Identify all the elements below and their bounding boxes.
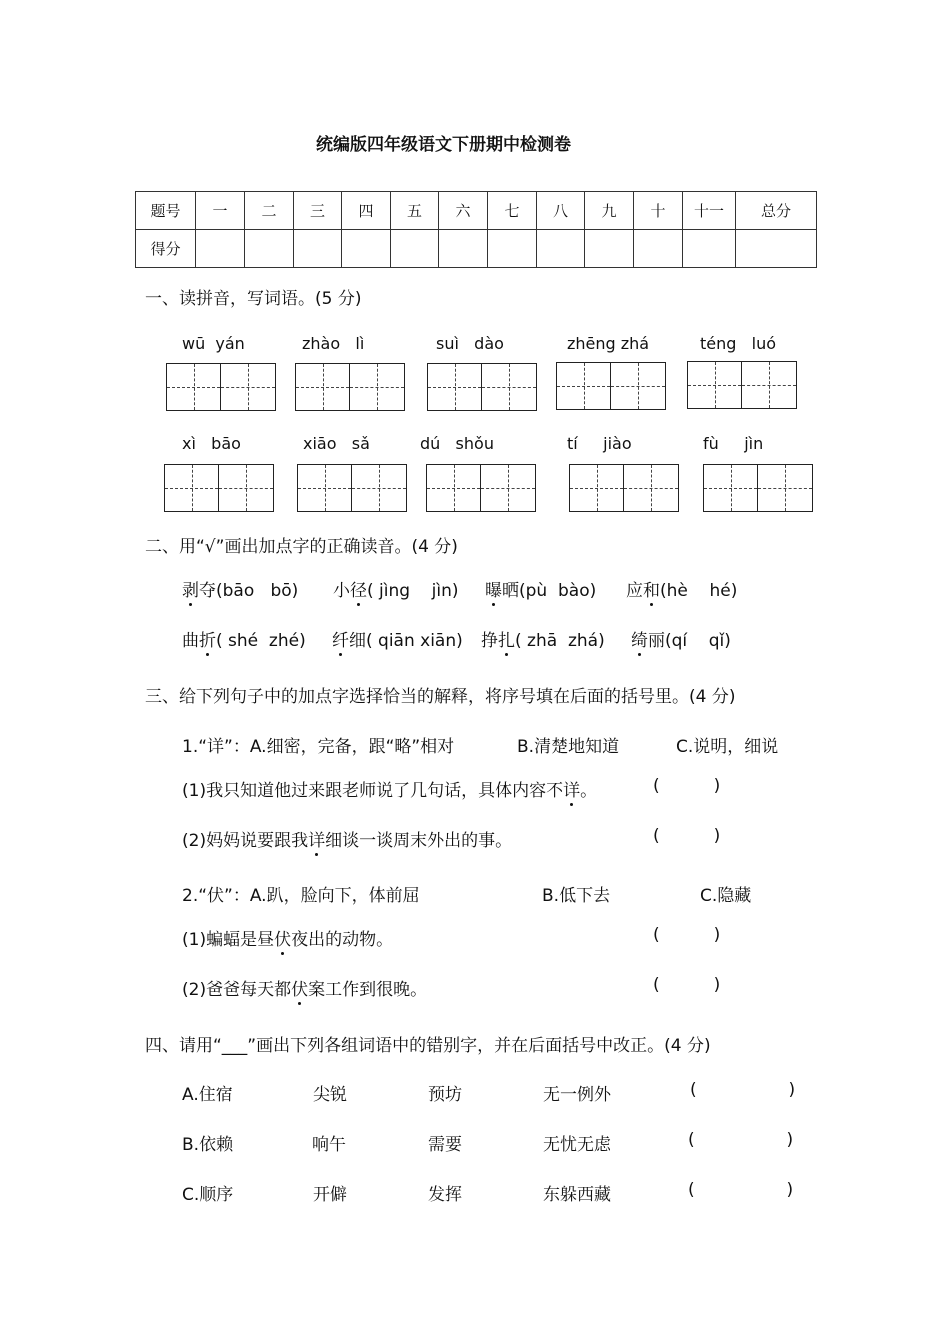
writing-grid[interactable] bbox=[569, 464, 679, 512]
sentence bbox=[182, 925, 393, 950]
q1-heading: 一、读拼音，写词语。(5 分) bbox=[145, 289, 362, 309]
pinyin-label: zhào lì bbox=[302, 334, 365, 353]
word-item[interactable]: 发挥 bbox=[428, 1185, 462, 1205]
word-item[interactable]: 尖锐 bbox=[313, 1085, 347, 1105]
pinyin-label: dú shǒu bbox=[420, 434, 494, 453]
score-cell[interactable] bbox=[537, 230, 585, 268]
score-cell[interactable] bbox=[342, 230, 391, 268]
score-cell[interactable] bbox=[245, 230, 294, 268]
score-cell[interactable] bbox=[585, 230, 634, 268]
answer-paren[interactable]: ( ) bbox=[688, 1130, 794, 1150]
q2-heading: 二、用“√”画出加点字的正确读音。(4 分) bbox=[145, 537, 458, 557]
writing-grid[interactable] bbox=[164, 464, 274, 512]
word-item[interactable]: 需要 bbox=[428, 1135, 462, 1155]
word-item[interactable]: A.住宿 bbox=[182, 1085, 233, 1105]
writing-grid[interactable] bbox=[427, 363, 537, 411]
score-table bbox=[135, 191, 817, 268]
word-item[interactable]: 无一例外 bbox=[543, 1085, 611, 1105]
definition-b: B.低下去 bbox=[542, 886, 611, 906]
word-item[interactable]: 响午 bbox=[312, 1135, 346, 1155]
pinyin-label: zhēng zhá bbox=[567, 334, 650, 353]
answer-paren[interactable]: ( ) bbox=[690, 1080, 796, 1100]
definition-a: 1.“详”：A.细密，完备，跟“略”相对 bbox=[182, 737, 455, 757]
pinyin-label: fù jìn bbox=[703, 434, 764, 453]
dotted-char: 折 bbox=[199, 631, 216, 651]
word-item[interactable]: 开僻 bbox=[313, 1185, 347, 1205]
dotted-char: 曝 bbox=[485, 581, 502, 601]
answer-paren[interactable]: ( ) bbox=[688, 1180, 794, 1200]
item-text: 应 bbox=[626, 581, 643, 601]
header-cell: 二 bbox=[245, 192, 294, 230]
score-cell[interactable] bbox=[683, 230, 736, 268]
reading-item bbox=[626, 576, 737, 601]
dotted-char: 径 bbox=[350, 581, 367, 601]
reading-item bbox=[182, 576, 298, 601]
item-text: 小 bbox=[333, 581, 350, 601]
pinyin-label: tí jiào bbox=[567, 434, 632, 453]
score-cell[interactable] bbox=[439, 230, 488, 268]
item-options: ( jìng jìn) bbox=[367, 581, 459, 601]
sentence-text: (1)蝙蝠是昼 bbox=[182, 930, 275, 950]
header-cell: 题号 bbox=[136, 192, 196, 230]
score-cell[interactable] bbox=[391, 230, 439, 268]
reading-item bbox=[631, 626, 731, 651]
score-value-row bbox=[136, 230, 817, 268]
word-item[interactable]: 预坊 bbox=[428, 1085, 462, 1105]
pinyin-label: téng luó bbox=[700, 334, 777, 353]
header-cell: 三 bbox=[294, 192, 342, 230]
answer-paren[interactable]: ( ) bbox=[653, 826, 721, 846]
score-cell[interactable] bbox=[736, 230, 817, 268]
pinyin-label: xiāo sǎ bbox=[303, 434, 370, 453]
definition-a: 2.“伏”：A.趴，脸向下，体前屈 bbox=[182, 886, 420, 906]
score-cell[interactable] bbox=[196, 230, 245, 268]
dotted-char: 和 bbox=[643, 581, 660, 601]
header-cell: 一 bbox=[196, 192, 245, 230]
dotted-char: 伏 bbox=[291, 980, 309, 1000]
writing-grid[interactable] bbox=[297, 464, 407, 512]
dotted-char: 详 bbox=[563, 781, 581, 801]
writing-grid[interactable] bbox=[295, 363, 405, 411]
dotted-char: 剥 bbox=[182, 581, 199, 601]
sentence bbox=[182, 776, 597, 801]
page-title: 统编版四年级语文下册期中检测卷 bbox=[316, 135, 571, 155]
reading-item bbox=[485, 576, 596, 601]
writing-grid[interactable] bbox=[166, 363, 276, 411]
pinyin-label: xì bāo bbox=[182, 434, 241, 453]
word-item[interactable]: C.顺序 bbox=[182, 1185, 234, 1205]
sentence-text: (1)我只知道他过来跟老师说了几句话，具体内容不 bbox=[182, 781, 564, 801]
dotted-char: 伏 bbox=[274, 930, 292, 950]
item-text: 挣 bbox=[481, 631, 498, 651]
item-options: 细( qiān xiān) bbox=[349, 631, 463, 651]
score-row-label: 得分 bbox=[136, 230, 196, 268]
header-cell: 十 bbox=[634, 192, 683, 230]
definition-c: C.说明，细说 bbox=[676, 737, 779, 757]
writing-grid[interactable] bbox=[703, 464, 813, 512]
header-cell: 四 bbox=[342, 192, 391, 230]
header-cell: 九 bbox=[585, 192, 634, 230]
dotted-char: 详 bbox=[308, 831, 326, 851]
pinyin-label: suì dào bbox=[436, 334, 504, 353]
reading-item bbox=[481, 626, 605, 651]
writing-grid[interactable] bbox=[426, 464, 536, 512]
definition-b: B.清楚地知道 bbox=[517, 737, 620, 757]
answer-paren[interactable]: ( ) bbox=[653, 776, 721, 796]
sentence-text: 案工作到很晚。 bbox=[308, 980, 428, 1000]
item-options: 晒(pù bào) bbox=[502, 581, 597, 601]
dotted-char: 绮 bbox=[631, 631, 648, 651]
definition-c: C.隐藏 bbox=[700, 886, 752, 906]
reading-item bbox=[182, 626, 306, 651]
word-item[interactable]: B.依赖 bbox=[182, 1135, 234, 1155]
item-options: ( shé zhé) bbox=[216, 631, 306, 651]
answer-paren[interactable]: ( ) bbox=[653, 975, 721, 995]
header-cell: 七 bbox=[488, 192, 537, 230]
sentence-text: 细谈一谈周末外出的事。 bbox=[325, 831, 513, 851]
header-cell: 八 bbox=[537, 192, 585, 230]
sentence bbox=[182, 826, 512, 851]
item-text: 曲 bbox=[182, 631, 199, 651]
dotted-char: 纤 bbox=[332, 631, 349, 651]
header-cell: 六 bbox=[439, 192, 488, 230]
sentence-text: 夜出的动物。 bbox=[291, 930, 394, 950]
header-cell: 十一 bbox=[683, 192, 736, 230]
q3-heading: 三、给下列句子中的加点字选择恰当的解释，将序号填在后面的括号里。(4 分) bbox=[145, 687, 736, 707]
reading-item bbox=[333, 576, 459, 601]
reading-item bbox=[332, 626, 463, 651]
score-cell[interactable] bbox=[294, 230, 342, 268]
sentence-text: (2)爸爸每天都 bbox=[182, 980, 292, 1000]
q4-heading: 四、请用“___”画出下列各组词语中的错别字，并在后面括号中改正。(4 分) bbox=[145, 1036, 711, 1056]
writing-grid[interactable] bbox=[556, 362, 666, 410]
item-options: 丽(qí qǐ) bbox=[648, 631, 731, 651]
header-cell: 总分 bbox=[736, 192, 817, 230]
score-cell[interactable] bbox=[488, 230, 537, 268]
word-item[interactable]: 东躲西藏 bbox=[543, 1185, 611, 1205]
sentence-text: (2)妈妈说要跟我 bbox=[182, 831, 309, 851]
dotted-char: 扎 bbox=[498, 631, 515, 651]
sentence-text: 。 bbox=[580, 781, 598, 801]
item-options: ( zhā zhá) bbox=[515, 631, 605, 651]
answer-paren[interactable]: ( ) bbox=[653, 925, 721, 945]
item-options: 夺(bāo bō) bbox=[199, 581, 299, 601]
header-cell: 五 bbox=[391, 192, 439, 230]
sentence bbox=[182, 975, 427, 1000]
score-header-row bbox=[136, 192, 817, 230]
writing-grid[interactable] bbox=[687, 361, 797, 409]
word-item[interactable]: 无忧无虑 bbox=[543, 1135, 611, 1155]
score-cell[interactable] bbox=[634, 230, 683, 268]
pinyin-label: wū yán bbox=[182, 334, 245, 353]
item-options: (hè hé) bbox=[660, 581, 738, 601]
